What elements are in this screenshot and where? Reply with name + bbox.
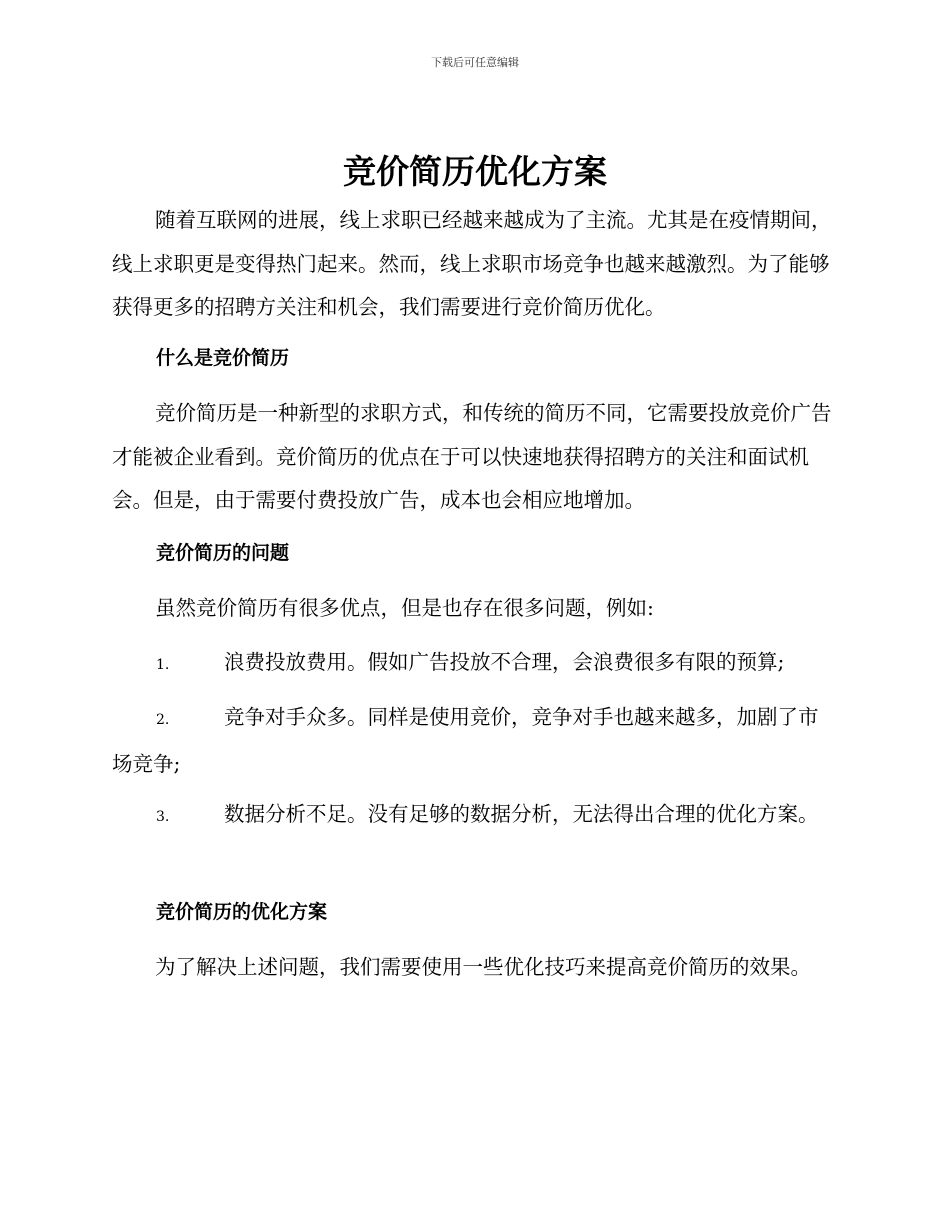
section-paragraph-solutions: 为了解决上述问题，我们需要使用一些优化技巧来提高竞价简历的效果。 [155, 955, 811, 979]
header-note: 下载后可任意编辑 [431, 56, 519, 69]
section-paragraph-what-is: 竞价简历是一种新型的求职方式，和传统的简历不同，它需要投放竞价广告才能被企业看到。竞价简历的优点在于可以快速地获得招聘方的关注和面试机会。但是，由于需要付费投放广告，成本也会相应地增加。 [112, 401, 832, 512]
section-paragraph-problems: 虽然竞价简历有很多优点，但是也存在很多问题，例如: [155, 596, 654, 620]
list-item-number: 3. [156, 809, 170, 825]
section-heading-what-is: 什么是竞价简历 [156, 347, 290, 369]
list-item-text: 浪费投放费用。假如广告投放不合理，会浪费很多有限的预算; [224, 650, 785, 674]
section-heading-problems: 竞价简历的问题 [156, 542, 290, 564]
document-title: 竞价简历优化方案 [343, 152, 607, 191]
section-heading-solutions: 竞价简历的优化方案 [156, 901, 328, 923]
list-item [112, 696, 832, 786]
list-item-number: 2. [156, 712, 170, 728]
list-item [112, 641, 832, 688]
list-item-text: 数据分析不足。没有足够的数据分析，无法得出合理的优化方案。 [224, 802, 819, 826]
list-item-number: 1. [156, 657, 170, 673]
intro-paragraph: 随着互联网的进展，线上求职已经越来越成为了主流。尤其是在疫情期间，线上求职更是变得热门起来。然而，线上求职市场竞争也越来越激烈。为了能够获得更多的招聘方关注和机会，我们需要进行竞价简历优化。 [112, 208, 832, 319]
list-item [112, 793, 832, 840]
list-item-text: 竞争对手众多。同样是使用竞价，竞争对手也越来越多，加剧了市场竞争; [112, 705, 819, 776]
